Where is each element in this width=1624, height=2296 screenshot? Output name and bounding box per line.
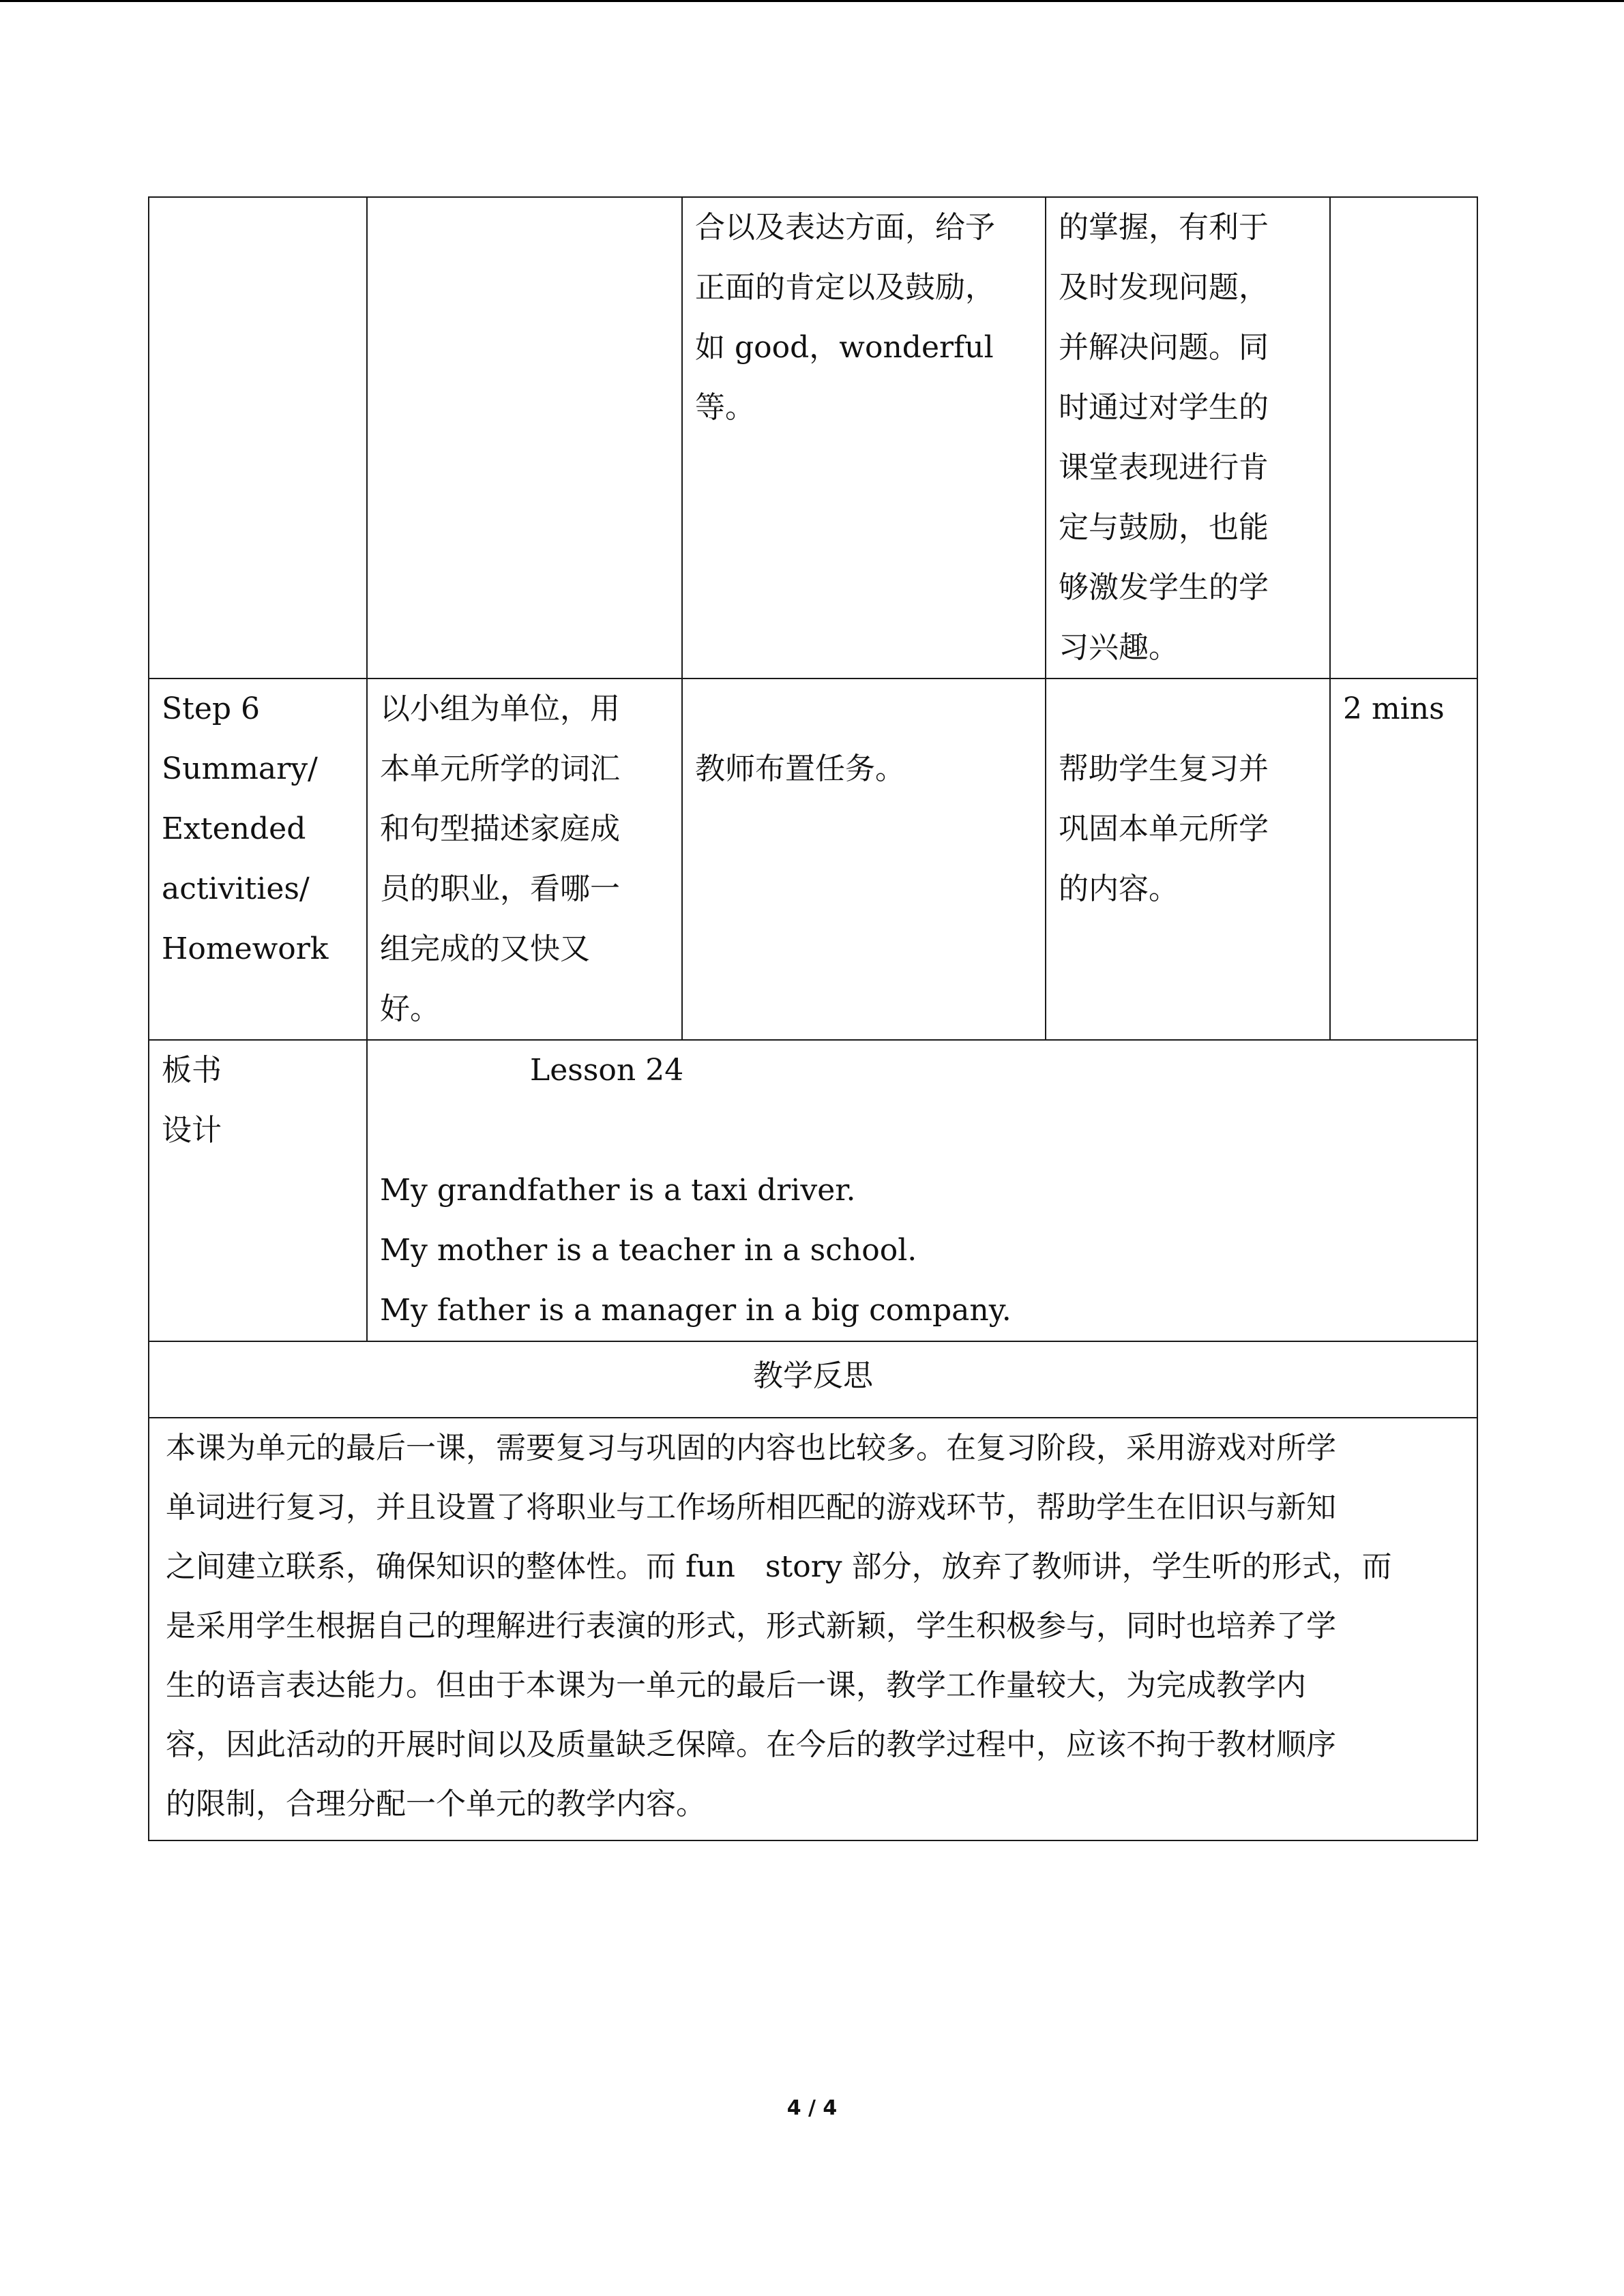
board-title: Lesson 24 bbox=[530, 1053, 684, 1088]
cell-line: 如 good，wonderful bbox=[695, 330, 994, 365]
page-number: 4 / 4 bbox=[786, 2096, 838, 2120]
cell-line: 本单元所学的词汇 bbox=[380, 751, 620, 786]
cell-line: 板书 bbox=[162, 1053, 222, 1088]
cell-line: Step 6 bbox=[162, 691, 261, 726]
reflection-line: 的限制，合理分配一个单元的教学内容。 bbox=[166, 1787, 706, 1821]
student-activity-cell bbox=[367, 197, 682, 679]
reflection-line: 本课为单元的最后一课，需要复习与巩固的内容也比较多。在复习阶段，采用游戏对所学 bbox=[166, 1431, 1336, 1465]
cell-line: 合以及表达方面，给予 bbox=[695, 210, 995, 245]
cell-line: 课堂表现进行肯 bbox=[1059, 450, 1269, 485]
time-cell bbox=[1330, 197, 1477, 679]
cell-line: 时通过对学生的 bbox=[1059, 390, 1269, 425]
cell-line: 员的职业，看哪一 bbox=[380, 871, 620, 906]
cell-line: 好。 bbox=[380, 992, 440, 1026]
cell-line: activities/ bbox=[162, 871, 310, 906]
page-top-border bbox=[0, 0, 1624, 2]
cell-line: 并解决问题。同 bbox=[1059, 330, 1269, 365]
reflection-line: 容，因此活动的开展时间以及质量缺乏保障。在今后的教学过程中，应该不拘于教材顺序 bbox=[166, 1727, 1336, 1762]
table-row-continued bbox=[149, 197, 1477, 679]
cell-line: 教师布置任务。 bbox=[695, 751, 905, 786]
board-sentence: My father is a manager in a big company. bbox=[380, 1293, 1012, 1328]
cell-line: 帮助学生复习并 bbox=[1059, 751, 1269, 786]
cell-line: 以小组为单位，用 bbox=[380, 691, 620, 726]
step-cell bbox=[149, 197, 367, 679]
board-sentence: My grandfather is a taxi driver. bbox=[380, 1173, 856, 1208]
cell-line: 的内容。 bbox=[1059, 871, 1179, 906]
purpose-cell bbox=[1046, 197, 1330, 679]
cell-line: Homework bbox=[162, 931, 329, 966]
table-row-board-design bbox=[149, 1040, 1477, 1341]
time-value: 2 mins bbox=[1343, 691, 1445, 726]
cell-line: 巩固本单元所学 bbox=[1059, 811, 1269, 846]
table-row-reflection-heading bbox=[149, 1341, 1477, 1418]
board-label-cell bbox=[149, 1040, 367, 1341]
reflection-body bbox=[149, 1418, 1477, 1840]
teacher-activity-cell bbox=[682, 679, 1046, 1040]
cell-line: 够激发学生的学 bbox=[1059, 570, 1269, 605]
table-row-reflection-body bbox=[149, 1418, 1477, 1840]
cell-line: 的掌握，有利于 bbox=[1059, 210, 1269, 245]
board-sentence: My mother is a teacher in a school. bbox=[380, 1233, 917, 1268]
reflection-line: 生的语言表达能力。但由于本课为一单元的最后一课，教学工作量较大，为完成教学内 bbox=[166, 1668, 1306, 1703]
table-row-step6 bbox=[149, 679, 1477, 1040]
cell-line: Extended bbox=[162, 811, 306, 846]
student-activity-cell bbox=[367, 679, 682, 1040]
cell-line: 设计 bbox=[162, 1113, 222, 1148]
cell-line: 定与鼓励，也能 bbox=[1059, 510, 1269, 545]
cell-line: 组完成的又快又 bbox=[380, 931, 590, 966]
cell-line: Summary/ bbox=[162, 751, 318, 786]
reflection-line: 之间建立联系，确保知识的整体性。而 fun story 部分，放弃了教师讲，学生听的形式，而 bbox=[166, 1549, 1392, 1584]
reflection-heading: 教学反思 bbox=[149, 1341, 1477, 1418]
teacher-activity-cell bbox=[682, 197, 1046, 679]
cell-line: 正面的肯定以及鼓励， bbox=[695, 270, 995, 305]
cell-line: 及时发现问题， bbox=[1059, 270, 1269, 305]
step-label-cell bbox=[149, 679, 367, 1040]
board-content-cell bbox=[367, 1040, 1477, 1341]
cell-line: 等。 bbox=[695, 390, 755, 425]
cell-line: 习兴趣。 bbox=[1059, 630, 1179, 665]
lesson-plan-table bbox=[148, 196, 1478, 1841]
reflection-line: 是采用学生根据自己的理解进行表演的形式，形式新颖，学生积极参与，同时也培养了学 bbox=[166, 1609, 1336, 1643]
reflection-line: 单词进行复习，并且设置了将职业与工作场所相匹配的游戏环节，帮助学生在旧识与新知 bbox=[166, 1490, 1336, 1525]
cell-line: 和句型描述家庭成 bbox=[380, 811, 620, 846]
purpose-cell bbox=[1046, 679, 1330, 1040]
time-cell bbox=[1330, 679, 1477, 1040]
blank-line bbox=[380, 1101, 1464, 1161]
